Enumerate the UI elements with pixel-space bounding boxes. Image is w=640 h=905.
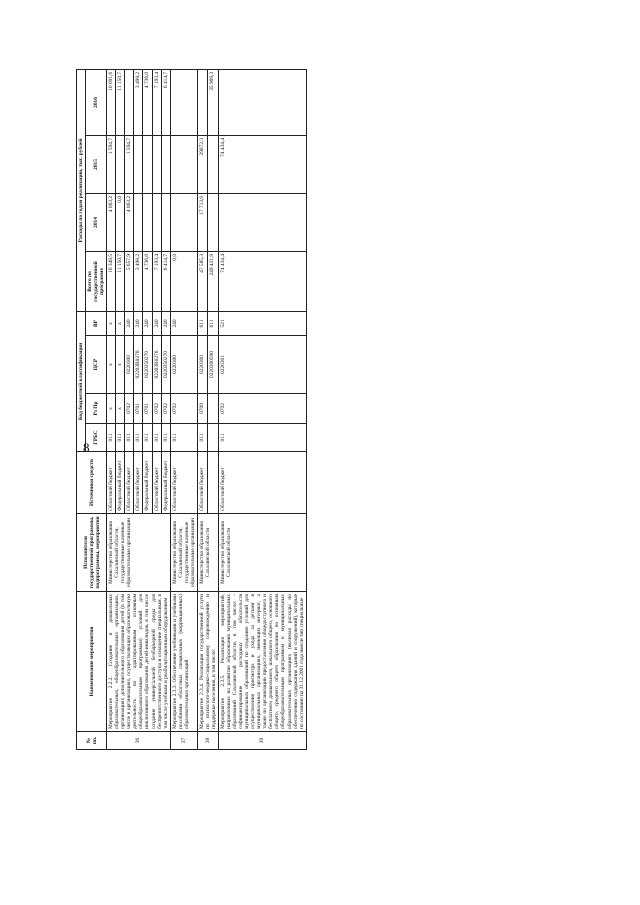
row-2016 [218, 69, 306, 135]
row-vr: 521 [218, 311, 306, 335]
table-row [170, 69, 197, 749]
row-total: 74 434,4 [218, 251, 306, 311]
row-source: Областной бюджет [134, 452, 143, 514]
row-rzpr: 0702 [170, 394, 197, 424]
row-rzpr: 0702 [161, 394, 170, 424]
row-vr: 611 [197, 311, 208, 335]
row-total: 7 193,4 [152, 251, 161, 311]
row-num: 37 [170, 732, 197, 750]
row-2014 [143, 193, 152, 251]
row-csr: 02203R0270 [134, 336, 143, 394]
row-total: 0,0 [170, 251, 197, 311]
row-num: 39 [218, 732, 306, 750]
row-source [208, 452, 219, 514]
row-vr: 240 [152, 311, 161, 335]
budget-table [76, 69, 307, 750]
row-2014: 4 063,2 [107, 193, 116, 251]
row-grbs: 011 [125, 424, 134, 452]
row-rzpr: 0709 [197, 394, 208, 424]
col-code-group: Код бюджетной классификации [77, 311, 86, 451]
row-vr: х [116, 311, 125, 335]
row-total: 47 585,3 [197, 251, 208, 311]
row-csr: 0226301 [218, 336, 306, 394]
row-vr: 240 [134, 311, 143, 335]
col-vr: ВР [86, 311, 107, 335]
row-2014: 4 063,2 [125, 193, 134, 251]
row-csr: 02203R0270 [152, 336, 161, 394]
row-num: 38 [197, 732, 218, 750]
row-total: 11 150,7 [116, 251, 125, 311]
row-exec: Министерство образования Сахалинской области [218, 514, 306, 592]
row-rzpr [208, 394, 219, 424]
row-grbs: 011 [152, 424, 161, 452]
page-number: 8 [83, 440, 90, 455]
row-2016: 7 193,4 [152, 69, 161, 135]
row-source: Областной бюджет [107, 452, 116, 514]
row-2016 [170, 69, 197, 135]
row-vr: 240 [125, 311, 134, 335]
row-2016: 11 150,7 [116, 69, 125, 135]
row-2014 [208, 193, 219, 251]
row-2016: 6 414,7 [161, 69, 170, 135]
row-source: Федеральный бюджет [116, 452, 125, 514]
row-2015: 1 594,7 [125, 135, 134, 193]
row-total: 4 736,0 [143, 251, 152, 311]
row-name: Мероприятие 2.3.4. Реализация государственной услуги по психолого-медико-социальному сопровождению и поддержке населения, в том числе: [197, 592, 218, 732]
row-2016 [197, 69, 208, 135]
row-csr: х [116, 336, 125, 394]
row-vr: 611 [208, 311, 219, 335]
row-2015 [134, 135, 143, 193]
row-grbs: 011 [197, 424, 208, 452]
row-2014 [161, 193, 170, 251]
row-source: Федеральный бюджет [143, 452, 152, 514]
col-2014: 2014 [86, 193, 107, 251]
row-total: 5 657,9 [125, 251, 134, 311]
row-2014 [170, 193, 197, 251]
row-vr: 240 [143, 311, 152, 335]
col-source: Источники средств [77, 452, 107, 514]
row-rzpr: 0702 [152, 394, 161, 424]
row-rzpr: х [107, 394, 116, 424]
row-total: 6 414,7 [161, 251, 170, 311]
col-grbs: ГРБС [86, 424, 107, 452]
row-csr: 0220300 [170, 336, 197, 394]
row-2014 [134, 193, 143, 251]
row-rzpr: х [116, 394, 125, 424]
row-source: Областной бюджет [125, 452, 134, 514]
row-2015 [170, 135, 197, 193]
row-2015: 1 594,7 [107, 135, 116, 193]
row-total: 3 498,2 [134, 251, 143, 311]
row-name: Мероприятие 2.2.2. Создание в дошкольных образовательных, общеобразовательных организациях, организациях дополнительного образования детей (в том числе в организациях, осуществляющих образовательную деятельность по адаптированным основным общеобразовательным программам) условий для инклюзивного образования детей-инвалидов, в том числе создание универсальной безбарьерной среды для беспрепятственного доступа и оснащение специальным, в том числе учебным и реабилитационным оборудованием [107, 592, 170, 732]
table-row [218, 69, 306, 749]
row-grbs: 011 [107, 424, 116, 452]
col-exp-group: Расходы по годам реализации, тыс. рублей [77, 69, 86, 311]
col-2015: 2015 [86, 135, 107, 193]
row-2014: 0,0 [116, 193, 125, 251]
row-rzpr: 0702 [218, 394, 306, 424]
row-2014 [218, 193, 306, 251]
row-grbs: 011 [134, 424, 143, 452]
col-rzpr: Рз Пр [86, 394, 107, 424]
table-row [197, 69, 208, 749]
row-2015: 74 434,4 [218, 135, 306, 193]
table-row [107, 69, 116, 749]
row-2015 [152, 135, 161, 193]
row-2016 [125, 69, 134, 135]
col-2016: 2016 [86, 69, 107, 135]
row-2016: 35 909,3 [208, 69, 219, 135]
row-2014: 17 713,0 [197, 193, 208, 251]
col-total: Всего по государственной программе [86, 251, 107, 311]
col-num: № пп. [77, 732, 107, 750]
rotated-table-wrapper [76, 70, 566, 750]
row-vr: 240 [161, 311, 170, 335]
row-2015 [161, 135, 170, 193]
row-2015 [208, 135, 219, 193]
row-csr: 0220300 [197, 336, 208, 394]
row-source: Федеральный бюджет [161, 452, 170, 514]
row-csr: 0220300 [125, 336, 134, 394]
row-source: Областной бюджет [197, 452, 208, 514]
row-2016: 3 498,2 [134, 69, 143, 135]
row-rzpr: 0701 [134, 394, 143, 424]
row-csr: 0220300590 [208, 336, 219, 394]
row-exec: Министерство образования Сахалинской области [197, 514, 218, 592]
row-source: Областной бюджет [152, 452, 161, 514]
row-source: Областной бюджет [170, 452, 197, 514]
row-grbs: 011 [218, 424, 306, 452]
row-name: Мероприятие 2.3.5. Реализация мероприятий, направленных на развитие образования муниципальных образований Сахалинской области, в том числе: - софинансирование расходных обязательств муниципальных образований по созданию условий для осуществления присмотра и ухода за детьми в муниципальных организациях, имеющих интернат, а также по организации предоставления общедоступного и бесплатного дошкольного, начального общего, основного общего, среднего общего образования по основным общеобразовательным программам в муниципальных образовательных организациях (включая расходы по обеспечению содержания зданий и сооружений), которые по состоянию на 31.12.2001 года имели тип специальные [218, 592, 306, 732]
row-2014 [152, 193, 161, 251]
row-csr: 0220350270 [143, 336, 152, 394]
row-rzpr: 0702 [125, 394, 134, 424]
row-vr: х [107, 311, 116, 335]
row-num: 36 [107, 732, 170, 750]
row-vr: 240 [170, 311, 197, 335]
row-2015 [143, 135, 152, 193]
col-exec: Исполнители государственной программы, подпрограммы, мероприятия [77, 514, 107, 592]
col-csr: ЦСР [86, 336, 107, 394]
row-grbs [208, 424, 219, 452]
col-name: Наименование мероприятия [77, 592, 107, 732]
row-2016: 10 691,6 [107, 69, 116, 135]
row-grbs: 011 [116, 424, 125, 452]
row-csr: 0220350270 [161, 336, 170, 394]
row-2015: 29872,3 [197, 135, 208, 193]
row-source: Областной бюджет [218, 452, 306, 514]
row-name: Мероприятие 2.3.3. Обеспечение учебниками и учебными пособиями областных специальных (коррекционных) образовательных организаций [170, 592, 197, 732]
row-exec: Министерство образования Сахалинской области, государственные казенные образовательные организации [170, 514, 197, 592]
row-total: 249 431,9 [208, 251, 219, 311]
table-header [77, 69, 107, 749]
row-grbs: 011 [143, 424, 152, 452]
row-csr: х [107, 336, 116, 394]
row-exec: Министерство образования Сахалинской области, государственные казенные образовательные организации [107, 514, 170, 592]
row-2015 [116, 135, 125, 193]
row-grbs: 011 [161, 424, 170, 452]
row-total: 16 349,5 [107, 251, 116, 311]
row-rzpr: 0701 [143, 394, 152, 424]
row-grbs: 011 [170, 424, 197, 452]
row-2016: 4 736,0 [143, 69, 152, 135]
